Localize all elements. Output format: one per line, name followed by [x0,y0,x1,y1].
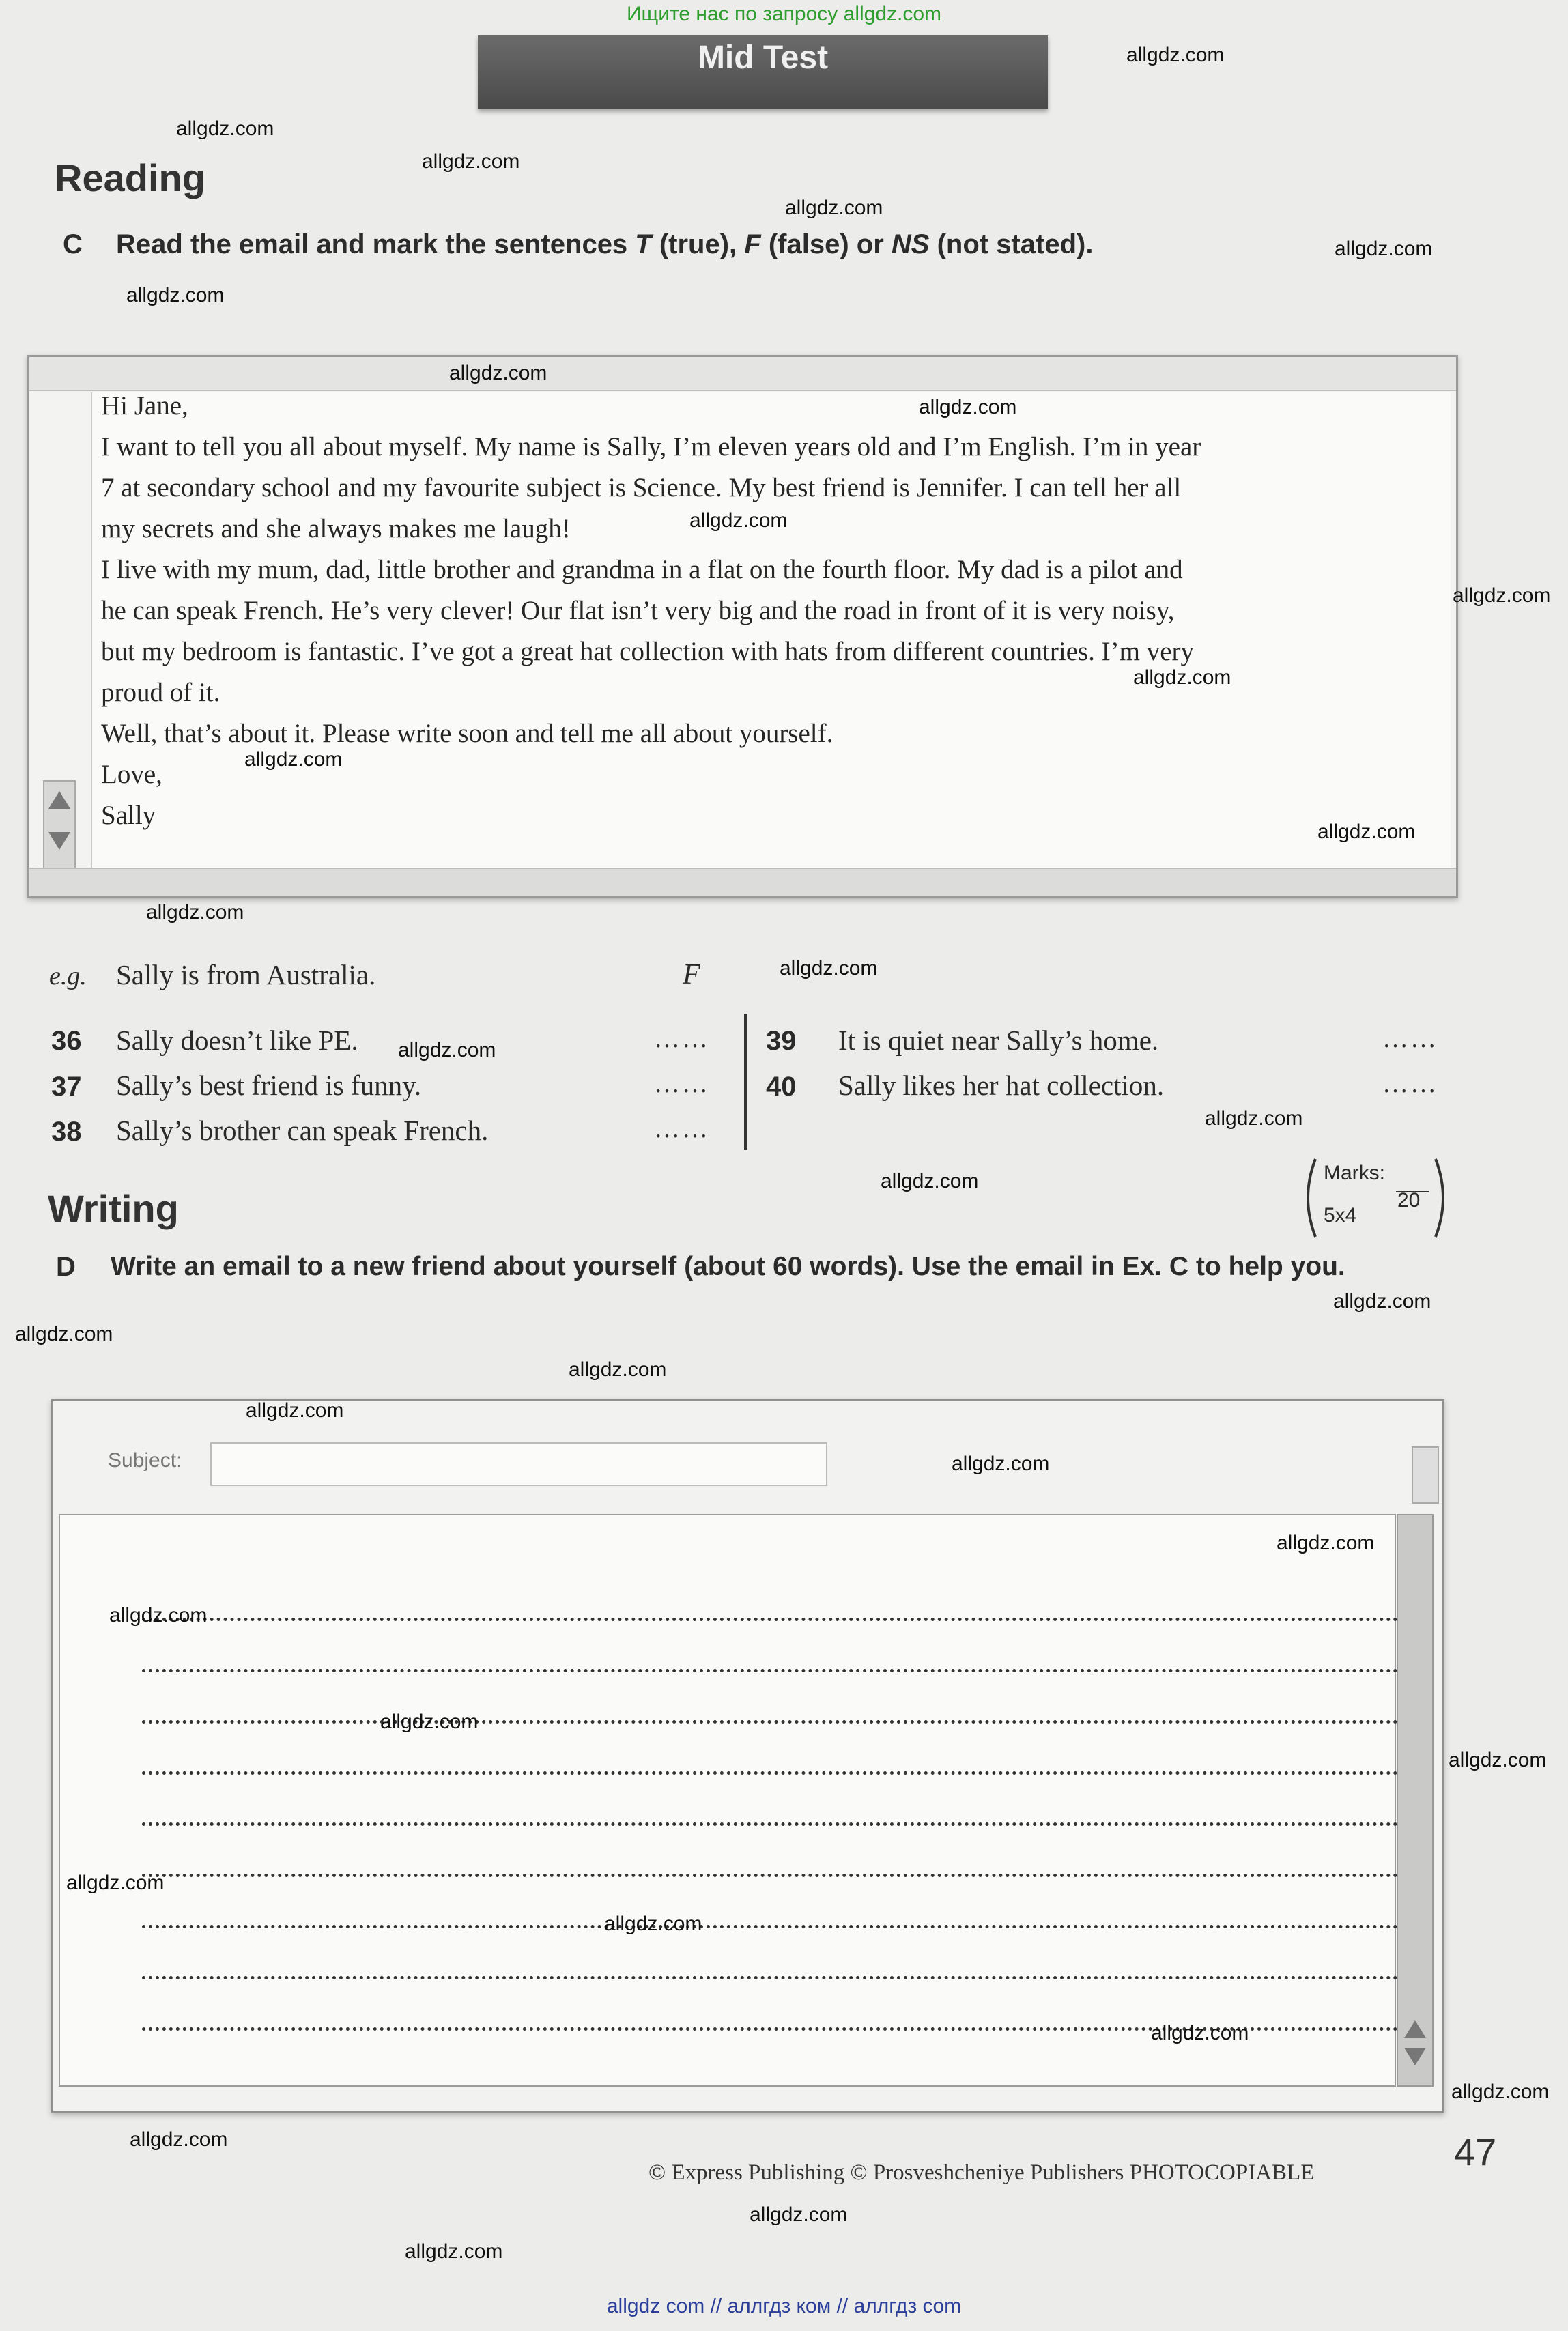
scroll-up-icon[interactable] [48,791,70,809]
marks-box [1300,1154,1451,1242]
writing-line [142,1618,1425,1621]
writing-line [142,1976,1425,1979]
scroll-down-icon[interactable] [1404,2048,1426,2065]
writing-line [142,1771,1425,1775]
toolbar-faint [57,364,61,382]
watermark: allgdz.com [1205,1107,1303,1130]
sentence-38-number: 38 [51,1117,82,1147]
watermark: allgdz.com [109,1604,208,1627]
task-d-letter: D [56,1252,76,1282]
watermark: allgdz.com [405,2240,503,2263]
watermark: allgdz.com [785,197,883,219]
watermark: allgdz.com [130,2128,228,2151]
watermark: allgdz.com [1133,666,1231,689]
watermark: allgdz.com [244,748,343,771]
watermark: allgdz.com [1335,238,1433,260]
watermark: allgdz.com [604,1913,702,1935]
marks-total: 20 [1397,1189,1421,1212]
marks-formula: 5x4 [1324,1204,1357,1227]
copyright: © Express Publishing © Prosveshcheniye Publishers PHOTOCOPIABLE [648,2160,1315,2185]
email-line: Love, [101,760,162,789]
watermark: allgdz.com [919,396,1017,418]
example-label: e.g. [49,962,87,990]
watermark: allgdz.com [15,1323,113,1345]
email-line: Hi Jane, [101,391,188,420]
sentence-39-text: It is quiet near Sally’s home. [838,1025,1159,1056]
sentence-39-number: 39 [766,1026,797,1056]
email-line: Sally [101,801,156,830]
writing-line [142,1874,1425,1877]
watermark: allgdz.com [1151,2022,1249,2044]
writing-line [142,1669,1425,1672]
writing-line [142,1822,1425,1826]
watermark: allgdz.com [1126,44,1225,66]
subject-scrollbar[interactable] [1412,1446,1439,1504]
reading-heading: Reading [55,156,205,199]
sentence-40-number: 40 [766,1072,797,1102]
writing-window [51,1399,1444,2113]
sentence-37-text: Sally’s best friend is funny. [116,1070,422,1101]
top-banner: Ищите нас по запросу allgdz.com [626,3,942,25]
email-line: my secrets and she always makes me laugh! [101,514,571,543]
sentence-37-number: 37 [51,1072,82,1102]
sentence-40-answer-blank[interactable]: …… [1382,1070,1438,1098]
scroll-down-icon[interactable] [48,832,70,850]
sentence-36-number: 36 [51,1026,82,1056]
sentence-40-text: Sally likes her hat collection. [838,1070,1165,1101]
scroll-up-icon[interactable] [1404,2020,1426,2038]
watermark: allgdz.com [750,2203,848,2226]
email-line: 7 at secondary school and my favourite subject is Science. My best friend is Jennifer. I can tell her all [101,473,1182,502]
marks-label: Marks: [1324,1162,1385,1184]
writing-heading: Writing [48,1187,179,1230]
email-line: but my bedroom is fantastic. I’ve got a great hat collection with hats from different countries. I’m very [101,637,1195,666]
subject-label: Subject: [108,1449,182,1472]
watermark: allgdz.com [126,284,225,306]
watermark: allgdz.com [780,957,878,979]
watermark: allgdz.com [66,1872,165,1894]
email-line: I live with my mum, dad, little brother and grandma in a flat on the fourth floor. My dad is a pilot and [101,555,1183,584]
sentence-36-text: Sally doesn’t like PE. [116,1025,358,1056]
watermark: allgdz.com [1449,1749,1547,1771]
sentence-39-answer-blank[interactable]: …… [1382,1025,1438,1053]
mid-test-title: Mid Test [478,35,1048,109]
watermark: allgdz.com [689,509,788,532]
watermark: allgdz.com [176,117,274,140]
watermark: allgdz.com [1451,2080,1550,2103]
watermark: allgdz.com [398,1039,496,1061]
watermark: allgdz.com [1333,1290,1431,1313]
task-c-instruction: Read the email and mark the sentences T (true), F (false) or NS (not stated). [116,229,1094,259]
sentence-37-answer-blank[interactable]: …… [654,1070,710,1098]
watermark: allgdz.com [146,901,244,924]
email-writing-area[interactable] [59,1514,1396,2087]
watermark: allgdz.com [422,150,520,173]
watermark: allgdz.com [881,1170,979,1192]
writing-line [142,1925,1425,1928]
watermark: allgdz.com [246,1399,344,1422]
email-scrollbar[interactable] [43,780,76,878]
task-c-letter: C [63,229,83,259]
column-divider [744,1014,747,1150]
email-line: I want to tell you all about myself. My name is Sally, I’m eleven years old and I’m English. I’m in year [101,432,1201,461]
watermark: allgdz.com [1317,820,1416,843]
writing-scrollbar[interactable] [1397,1514,1434,2087]
subject-input[interactable] [210,1442,827,1486]
sentence-36-answer-blank[interactable]: …… [654,1025,710,1053]
watermark: allgdz.com [1277,1532,1375,1554]
watermark: allgdz.com [1453,584,1551,607]
page-number: 47 [1454,2130,1497,2173]
email-line: Well, that’s about it. Please write soon and tell me all about yourself. [101,719,833,748]
email-line: proud of it. [101,678,220,707]
email-window [27,355,1458,898]
sentence-38-answer-blank[interactable]: …… [654,1115,710,1143]
watermark: allgdz.com [449,362,547,384]
watermark: allgdz.com [952,1453,1050,1475]
task-d-instruction: Write an email to a new friend about yourself (about 60 words). Use the email in Ex. C to help you. [111,1252,1345,1281]
writing-line [142,1720,1425,1724]
email-line: he can speak French. He’s very clever! Our flat isn’t very big and the road in front of it is very noisy, [101,596,1175,625]
watermark: allgdz.com [569,1358,667,1381]
example-answer: F [683,959,700,990]
example-sentence: Sally is from Australia. [116,959,376,990]
watermark: allgdz.com [380,1711,479,1733]
sentence-38-text: Sally’s brother can speak French. [116,1115,489,1146]
bottom-banner: allgdz com // аллгдз ком // аллгдз com [606,2295,962,2317]
email-statusbar [29,868,1456,896]
